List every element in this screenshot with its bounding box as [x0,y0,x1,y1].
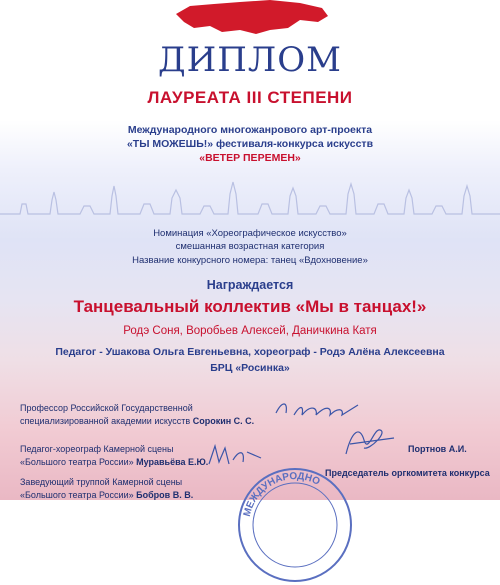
organization-name: БРЦ «Росинка» [210,362,290,374]
svg-text:МЕЖДУНАРОДНО [242,471,322,518]
signature-block-1 [20,402,254,428]
competition-number-title: Название конкурсного номера: танец «Вдохновение» [132,255,368,266]
festival-name: «ВЕТЕР ПЕРЕМЕН» [199,152,301,164]
project-line-1: Международного многожанрового арт-проекта [127,124,373,136]
nomination-line: Номинация «Хореографическое искусство» [153,228,347,239]
sig1-title-line1: Профессор Российской Государственной [20,403,193,413]
laureate-degree: ЛАУРЕАТА III СТЕПЕНИ [147,88,353,107]
kremlin-skyline [0,180,500,220]
sig3-name: Портнов А.И. [408,444,467,454]
age-category: смешанная возрастная категория [175,241,325,252]
sig1-name: Сорокин С. С. [192,416,255,426]
sig3-role: Председатель оргкомитета конкурса [325,468,490,478]
sig4-title-line2: «Большого театра России» Бобров В. В. [20,490,194,500]
sig2-name: Муравьёва Е.Ю. [136,457,209,467]
sig1-title-line2: специализированной академии искусств Сорокин С. С. [20,416,255,426]
sig4-title-line1: Заведующий труппой Камерной сцены [20,477,183,487]
awarded-label: Награждается [206,278,294,292]
sig2-title-line2: «Большого театра России» Муравьёва Е.Ю. [20,457,209,467]
stamp-text: МЕЖДУНАРОДНО [241,470,322,518]
participant-names: Родэ Соня, Воробьев Алексей, Даничкина Катя [123,325,377,337]
signature-scrawl-1 [272,395,362,423]
collective-name: Танцевальный коллектив «Мы в танцах!» [73,297,427,316]
signature-scrawl-3 [340,420,400,460]
sig2-title-line1: Педагог-хореограф Камерной сцены [20,444,174,454]
signature-block-2 [20,443,208,469]
diploma-title: ДИПЛОМ [157,40,342,80]
project-line-2: «ТЫ МОЖЕШЬ!» фестиваля-конкурса искусств [126,138,374,150]
signature-block-4 [20,476,193,502]
sig4-name: Бобров В. В. [136,490,194,500]
teacher-line: Педагог - Ушакова Ольга Евгеньевна, хореограф - Родэ Алёна Алексеевна [55,346,445,358]
russia-map-icon [170,0,330,36]
official-stamp [235,465,355,585]
